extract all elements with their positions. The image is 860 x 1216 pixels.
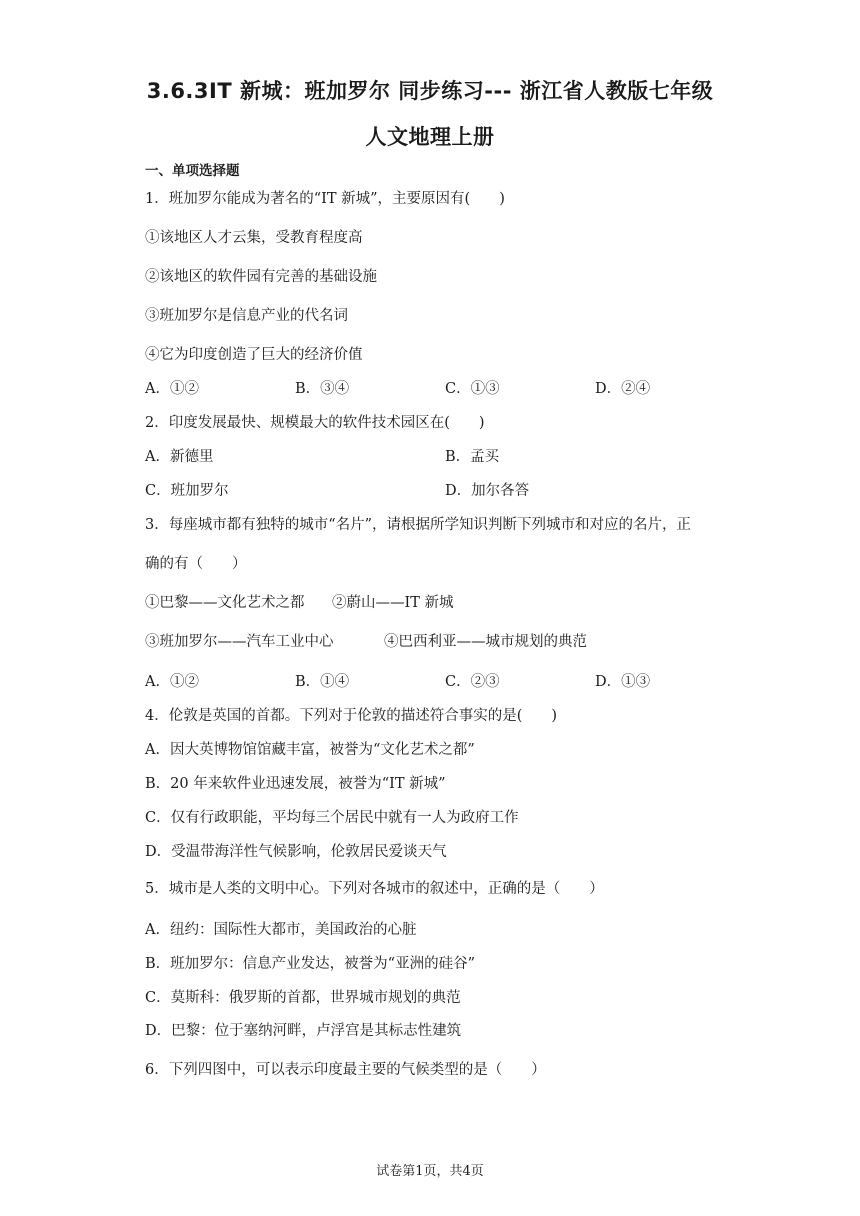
question-4-option-a: A．因大英博物馆馆藏丰富，被誉为“文化艺术之都” [145,742,475,758]
question-3-option-a: A．①② [145,674,199,690]
question-1-item: ③班加罗尔是信息产业的代名词 [145,308,348,324]
question-3-option-b: B．①④ [295,674,350,690]
question-1-item: ①该地区人才云集，受教育程度高 [145,230,363,246]
question-4-option-b: B．20 年来软件业迅速发展，被誉为“IT 新城” [145,776,446,792]
question-3-item: ①巴黎——文化艺术之都 [145,595,305,611]
question-1-option-a: A．①② [145,381,199,397]
question-3-stem: 3．每座城市都有独特的城市“名片”，请根据所学知识判断下列城市和对应的名片，正 [145,517,692,533]
page-subtitle: 人文地理上册 [365,125,495,149]
question-4-option-d: D．受温带海洋性气候影响，伦敦居民爱谈天气 [145,844,447,860]
question-5-option-c: C．莫斯科：俄罗斯的首都，世界城市规划的典范 [145,990,461,1006]
page-footer: 试卷第1页，共4页 [376,1164,484,1179]
question-1-option-c: C．①③ [445,381,500,397]
question-5-option-a: A．纽约：国际性大都市，美国政治的心脏 [145,922,417,938]
question-1-option-b: B．③④ [295,381,350,397]
question-4-option-c: C．仅有行政职能，平均每三个居民中就有一人为政府工作 [145,810,519,826]
question-3-item: ④巴西利亚——城市规划的典范 [384,634,587,650]
question-6-stem: 6．下列四图中，可以表示印度最主要的气候类型的是（ ） [145,1062,546,1078]
question-2-option-b: B．孟买 [445,449,500,465]
question-1-item: ②该地区的软件园有完善的基础设施 [145,269,377,285]
question-3-option-c: C．②③ [445,674,500,690]
question-2-stem: 2．印度发展最快、规模最大的软件技术园区在( ) [145,415,485,431]
question-3-item: ③班加罗尔——汽车工业中心 [145,634,334,650]
question-3-stem-cont: 确的有（ ） [145,556,247,572]
question-1-item: ④它为印度创造了巨大的经济价值 [145,347,363,363]
question-5-stem: 5．城市是人类的文明中心。下列对各城市的叙述中，正确的是（ ） [145,881,604,897]
section-heading: 一、单项选择题 [145,163,240,179]
page-title: 3.6.3IT 新城：班加罗尔 同步练习--- 浙江省人教版七年级 [146,79,714,103]
question-3-option-d: D．①③ [595,674,651,690]
question-2-option-d: D．加尔各答 [445,483,530,499]
question-2-option-c: C．班加罗尔 [145,483,229,499]
question-1-stem: 1．班加罗尔能成为著名的“IT 新城”，主要原因有( ) [145,191,505,207]
question-1-option-d: D．②④ [595,381,651,397]
question-5-option-d: D．巴黎：位于塞纳河畔，卢浮宫是其标志性建筑 [145,1023,462,1039]
question-5-option-b: B．班加罗尔：信息产业发达，被誉为“亚洲的硅谷” [145,956,475,972]
question-2-option-a: A．新德里 [145,449,214,465]
question-4-stem: 4．伦敦是英国的首都。下列对于伦敦的描述符合事实的是( ) [145,708,558,724]
question-3-item: ②蔚山——IT 新城 [332,595,454,611]
